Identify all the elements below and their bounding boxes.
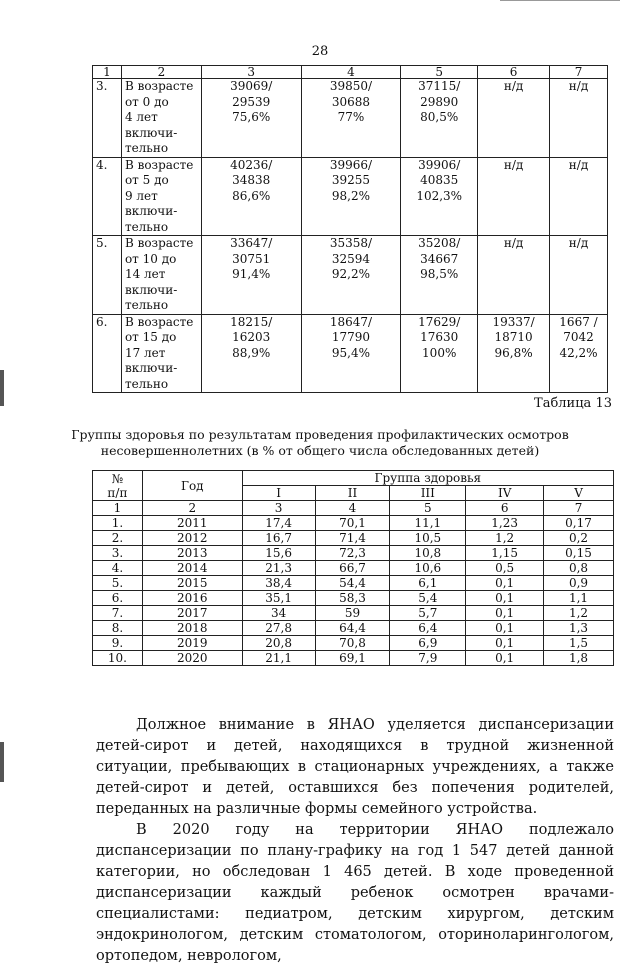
cell-line: 30751 [232,251,271,266]
table-cell: 2. [93,531,143,546]
table-cell: 0,8 [544,561,614,576]
header-line: № [111,471,124,486]
table-cell: 27,8 [242,621,315,636]
table-cell: 0,1 [466,651,544,666]
value-cell [301,314,401,393]
cell-line: 19337/ [492,314,535,329]
table-title-line: Группы здоровья по результатам проведения профилактических осмотров [71,427,569,442]
table-cell: 38,4 [242,576,315,591]
group-column-header: I [242,486,315,501]
table-row [93,236,608,315]
table-row [93,546,614,561]
value-cell [201,79,301,158]
table-cell: 20,8 [242,636,315,651]
row-number: 3. [93,79,122,158]
body-text [96,715,614,967]
value-cell [201,314,301,393]
table-cell: 10,5 [390,531,466,546]
column-number: 4 [301,66,401,79]
cell-line: 29539 [232,94,271,109]
column-number: 3 [201,66,301,79]
age-group-label [121,314,201,393]
table-cell: 70,8 [315,636,390,651]
header-row [93,501,614,516]
cell-line: В возрасте [124,314,194,329]
value-cell [301,236,401,315]
cell-line: 35358/ [329,236,373,250]
column-number: 4 [315,501,390,516]
table-cell: 17,4 [242,516,315,531]
page-number: 28 [311,44,329,59]
value-cell [550,314,608,393]
column-number: 3 [242,501,315,516]
table-cell: 15,6 [242,546,315,561]
column-number: 1 [93,66,122,79]
cell-line: 9 лет [124,188,158,203]
cell-line: тельно [124,141,169,155]
table-cell: 0,17 [544,516,614,531]
cell-line: В возрасте [124,157,194,172]
cell-line: 18215/ [230,314,273,329]
table-row [93,561,614,576]
cell-line: 17790 [331,330,371,344]
table-cell: 2012 [142,531,242,546]
cell-line: 1667 / [559,314,598,329]
table-cell: 21,1 [242,651,315,666]
table-cell: 0,1 [466,636,544,651]
table-cell: 1,2 [544,606,614,621]
table-cell: 1,5 [544,636,614,651]
cell-line: от 10 до [124,251,177,266]
table-cell: 5,4 [390,591,466,606]
cell-line: В возрасте [124,79,194,93]
cell-line: 96,8% [494,345,533,360]
table-cell: 1,23 [466,516,544,531]
cell-line: включи- [124,361,178,375]
cell-line: 30688 [331,94,371,109]
cell-line: 80,5% [420,110,459,124]
table-cell: 1,15 [466,546,544,561]
cell-line: 95,4% [331,345,370,360]
group-column-header: II [315,486,390,501]
table-row [93,314,608,393]
table-cell: 2020 [142,651,242,666]
group-header: Группа здоровья [242,471,613,486]
row-number: 6. [93,314,122,393]
value-cell [401,79,478,158]
table-cell: 2019 [142,636,242,651]
age-group-label [121,236,201,315]
table-cell: 71,4 [315,531,390,546]
table-cell: 6,1 [390,576,466,591]
row-number: 4. [93,157,122,236]
cell-line: тельно [124,219,169,234]
year-header: Год [142,471,242,501]
column-number: 2 [142,501,242,516]
table-cell: 35,1 [242,591,315,606]
table-cell: 2015 [142,576,242,591]
paragraph: В 2020 году на территории ЯНАО подлежало диспансеризации по плану-графику на год 1 547 детей данной категории, но обследован 1 465 детей. В ходе проведенной диспансеризации каждый ребенок осмотрен врачами-специалистами: педиатром, детским хирургом, детским эндокринологом, детским стоматологом, оториноларингологом, ортопедом, неврологом, [96,822,614,964]
num-header [93,471,143,501]
table-cell: 54,4 [315,576,390,591]
header-row [93,471,614,486]
table-cell: 70,1 [315,516,390,531]
table-cell: 16,7 [242,531,315,546]
cell-line: 39850/ [329,79,373,93]
column-number: 7 [550,66,608,79]
table-cell: 7,9 [390,651,466,666]
table-cell: 6,9 [390,636,466,651]
value-cell [201,157,301,236]
cell-line: 102,3% [416,188,463,203]
table-cell: 1,3 [544,621,614,636]
header-row [93,66,608,79]
cell-line: 17629/ [418,314,461,329]
cell-line: 86,6% [232,188,271,203]
cell-line: включи- [124,125,178,140]
table-cell: 72,3 [315,546,390,561]
table-cell: 4. [93,561,143,576]
cell-line: 98,2% [331,188,370,203]
cell-line: 98,5% [420,267,459,281]
value-cell [478,314,550,393]
age-coverage-table [92,65,608,393]
table-row [93,79,608,158]
table-row [93,651,614,666]
column-number: 5 [401,66,478,79]
cell-line: от 0 до [124,94,169,109]
table-title-line: несовершеннолетних (в % от общего числа обследованных детей) [100,443,540,458]
cell-line: 39255 [331,173,371,187]
column-number: 2 [121,66,201,79]
table-cell: 58,3 [315,591,390,606]
value-cell [401,157,478,236]
table-row [93,531,614,546]
cell-line: 40236/ [230,157,273,172]
table-cell: 3. [93,546,143,561]
paragraph: Должное внимание в ЯНАО уделяется диспансеризации детей-сирот и детей, находящихся в трудной жизненной ситуации, пребывающих в стационарных учреждениях, а также детей-сирот и детей, оставшихся без попечения родителей, переданных на различные формы семейного устройства. [96,717,614,817]
table-cell: 0,1 [466,576,544,591]
table-row [93,636,614,651]
group-column-header: III [390,486,466,501]
header-line: п/п [107,485,128,500]
cell-line: 29890 [420,94,459,109]
table-cell: 2016 [142,591,242,606]
table-cell: 2013 [142,546,242,561]
column-number: 6 [478,66,550,79]
column-number: 5 [390,501,466,516]
cell-line: 17630 [420,330,459,344]
table-cell: 69,1 [315,651,390,666]
table-row [93,516,614,531]
cell-line: 40835 [420,173,459,187]
age-group-label [121,79,201,158]
group-column-header: V [544,486,614,501]
table-cell: 7. [93,606,143,621]
cell-line: 18710 [494,330,533,344]
cell-line: 92,2% [331,267,370,281]
group-column-header: IV [466,486,544,501]
table-cell: 21,3 [242,561,315,576]
table-cell: 34 [242,606,315,621]
value-cell: н/д [478,157,550,236]
health-groups-table [92,470,614,666]
scan-edge-mark [0,742,4,782]
table-cell: 0,5 [466,561,544,576]
table-cell: 0,1 [466,606,544,621]
table-cell: 6,4 [390,621,466,636]
table-cell: 5,7 [390,606,466,621]
cell-line: включи- [124,204,178,218]
value-cell: н/д [550,79,608,158]
table-cell: 0,1 [466,591,544,606]
cell-line: 33647/ [230,236,273,250]
age-group-label [121,157,201,236]
table-row [93,591,614,606]
table-cell: 1,8 [544,651,614,666]
cell-line: включи- [124,282,178,297]
cell-line: В возрасте [124,236,194,250]
table-label: Таблица 13 [534,396,612,411]
cell-line: 75,6% [232,110,271,124]
table-cell: 2014 [142,561,242,576]
cell-line: 39069/ [230,79,273,93]
table-cell: 0,15 [544,546,614,561]
column-number: 7 [544,501,614,516]
table-row [93,157,608,236]
value-cell [401,314,478,393]
row-number: 5. [93,236,122,315]
table-cell: 0,1 [466,621,544,636]
table-cell: 0,2 [544,531,614,546]
table-cell: 10,6 [390,561,466,576]
cell-line: 17 лет [124,345,166,360]
table-cell: 66,7 [315,561,390,576]
table-cell: 10,8 [390,546,466,561]
table-cell: 8. [93,621,143,636]
table-cell: 64,4 [315,621,390,636]
value-cell [301,79,401,158]
table-cell: 9. [93,636,143,651]
cell-line: тельно [124,376,169,391]
table-cell: 2017 [142,606,242,621]
cell-line: 100% [422,345,457,360]
cell-line: 34667 [420,251,459,266]
cell-line: 91,4% [232,267,271,281]
table-cell: 1,1 [544,591,614,606]
value-cell [401,236,478,315]
table-cell: 59 [315,606,390,621]
cell-line: 37115/ [418,79,461,93]
table-cell: 2011 [142,516,242,531]
cell-line: 34838 [232,173,271,187]
scan-artifact-line [500,0,620,1]
table-row [93,576,614,591]
value-cell [201,236,301,315]
cell-line: 77% [337,110,365,124]
table-row [93,621,614,636]
table-cell: 5. [93,576,143,591]
cell-line: 4 лет [124,110,158,124]
cell-line: 39966/ [329,157,373,172]
table-cell: 1,2 [466,531,544,546]
cell-line: 35208/ [418,236,461,250]
table-cell: 2018 [142,621,242,636]
column-number: 1 [93,501,143,516]
scan-edge-mark [0,370,4,406]
value-cell: н/д [478,79,550,158]
value-cell: н/д [478,236,550,315]
cell-line: 18647/ [329,314,373,329]
column-number: 6 [466,501,544,516]
cell-line: тельно [124,298,169,312]
cell-line: 14 лет [124,267,166,281]
cell-line: 39906/ [418,157,461,172]
cell-line: 32594 [331,251,371,266]
table-cell: 6. [93,591,143,606]
value-cell: н/д [550,236,608,315]
table-cell: 10. [93,651,143,666]
table-cell: 11,1 [390,516,466,531]
table-cell: 0,9 [544,576,614,591]
table-cell: 1. [93,516,143,531]
cell-line: 88,9% [232,345,271,360]
cell-line: 16203 [232,330,271,344]
cell-line: от 5 до [124,173,169,187]
cell-line: 42,2% [559,345,598,360]
value-cell: н/д [550,157,608,236]
table-title [60,427,580,459]
value-cell [301,157,401,236]
cell-line: от 15 до [124,330,177,344]
table-row [93,606,614,621]
cell-line: 7042 [563,330,594,344]
